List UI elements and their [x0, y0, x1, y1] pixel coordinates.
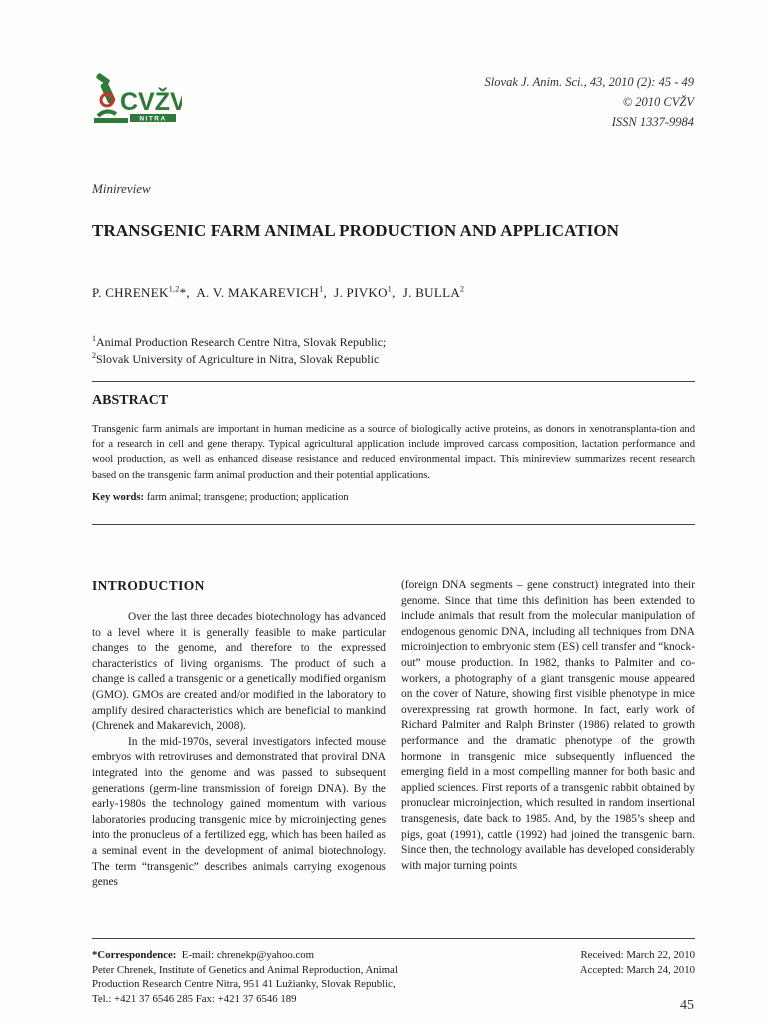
divider [92, 524, 695, 525]
accepted-date: Accepted: March 24, 2010 [579, 963, 695, 976]
keywords-label: Key words: [92, 492, 145, 503]
author: P. CHRENEK$^{1,2}$* [92, 284, 187, 300]
correspondence-email: E-mail: chrenekp@yahoo.com [181, 949, 315, 961]
address-line: Peter Chrenek, Institute of Genetics and Animal Reproduction, Animal [92, 963, 398, 976]
logo-wordmark: CVŽV [120, 88, 182, 116]
body-paragraph: (foreign DNA segments – gene construct) integrated into their genome. Since that time this definition has been extended to include animals that result from the molecular manipulation of endogenous genomic DNA, including all techniques from DNA microinjection to embryonic stem (ES) cell transfer and “knock-out” mouse production. In 1982, thanks to Palmiter and co-workers, a photography of a giant transgenic mouse appeared on the cover of Nature, showing first visible phenotype in mice overexpressing rat growth hormone. In fact, early work of Richard Palmiter and Ralph Brinster (1986) related to growth performance and the dramatic phenotype of the growth hormone in transgenic mice subsequently influenced the emerging field in a most compelling manner for both basic and applied sciences. First reports of a transgenic rabbit obtained by pronuclear microinjection, which resulted in random insertional transgenesis, date back to 1985. And, by the 1985’s sheep and pigs, goat (1991), cattle (1992) had joined the transgenic barn. Since then, the technology available has developed considerably with major turning points [401, 579, 695, 872]
divider [92, 381, 695, 382]
author: A. V. MAKAREVICH$^1$ [196, 284, 324, 300]
affiliation: $^2$Slovak University of Agriculture in Nitra, Slovak Republic [92, 351, 380, 366]
issn: ISSN 1337-9984 [611, 115, 694, 129]
abstract-heading: ABSTRACT [92, 393, 169, 408]
journal-citation: Slovak J. Anim. Sci., 43, 2010 (2): 45 - 49 [484, 75, 694, 89]
journal-info [485, 72, 694, 132]
dates [580, 948, 695, 977]
article-type: Minireview [92, 181, 151, 196]
address-line: Production Research Centre Nitra, 951 41 Lužianky, Slovak Republic, [92, 978, 396, 991]
page-number: 45 [680, 998, 694, 1013]
body-paragraph: Over the last three decades biotechnology has advanced to a level where it is generally feasible to make particular changes to the genome, and therefore to the expressed characteristics of living organisms. The product of such a change is called a transgenic or a genetically modified organism (GMO). GMOs are created and/or modified in the laboratory to amplify desired characteristics which are beneficial to mankind (Chrenek and Makarevich, 2008). [92, 611, 386, 733]
copyright: © 2010 CVŽV [622, 95, 694, 109]
keywords-list: farm animal; transgene; production; application [146, 492, 349, 503]
correspondence-label: *Correspondence: [92, 949, 177, 961]
logo-subtitle: NITRA [139, 115, 167, 123]
body-column-left [92, 610, 386, 891]
article-title: TRANSGENIC FARM ANIMAL PRODUCTION AND APPLICATION [92, 221, 620, 240]
address-line: Tel.: +421 37 6546 285 Fax: +421 37 6546 189 [92, 992, 297, 1005]
microscope-icon [92, 70, 182, 128]
body-paragraph: In the mid-1970s, several investigators infected mouse embryos with retroviruses and demonstrated that proviral DNA integrated into the genome and was passed to subsequent generations (germ-line transmission of foreign DNA). By the early-1980s the technology gained momentum with various laboratories producing transgenic mice by microinjecting genes into the pronucleus of a fertilized egg, which has been hailed as a seminal event in the development of animal biotechnology. The term “transgenic” describes animals carrying exogenous genes [92, 735, 386, 889]
author: J. BULLA$^2$ [402, 284, 465, 300]
author-list: P. CHRENEK$^{1,2}$*, A. V. MAKAREVICH$^1$, J. PIVKO$^1$, J. BULLA$^2$ [92, 284, 465, 300]
correspondence [92, 948, 452, 1006]
body-column-right [401, 578, 695, 874]
introduction-heading: INTRODUCTION [92, 578, 205, 593]
abstract-text: Transgenic farm animals are important in human medicine as a source of biologically active proteins, as donors in xenotransplanta-tion and for a research in cell and gene therapy. Typical agricultural application include improved carcass composition, lactation performance and wool production, as well as enhanced disease resistance and reduced environmental impact. This minireview summarizes recent research based on the transgenic farm animal production and their potential applications. [92, 424, 695, 481]
footer-divider [92, 938, 695, 939]
affiliations [92, 334, 386, 368]
cvzv-logo [92, 70, 182, 128]
received-date: Received: March 22, 2010 [580, 949, 695, 961]
keywords [92, 492, 349, 503]
author: J. PIVKO$^1$ [334, 284, 393, 300]
affiliation: $^1$Animal Production Research Centre Nitra, Slovak Republic; [92, 334, 387, 349]
